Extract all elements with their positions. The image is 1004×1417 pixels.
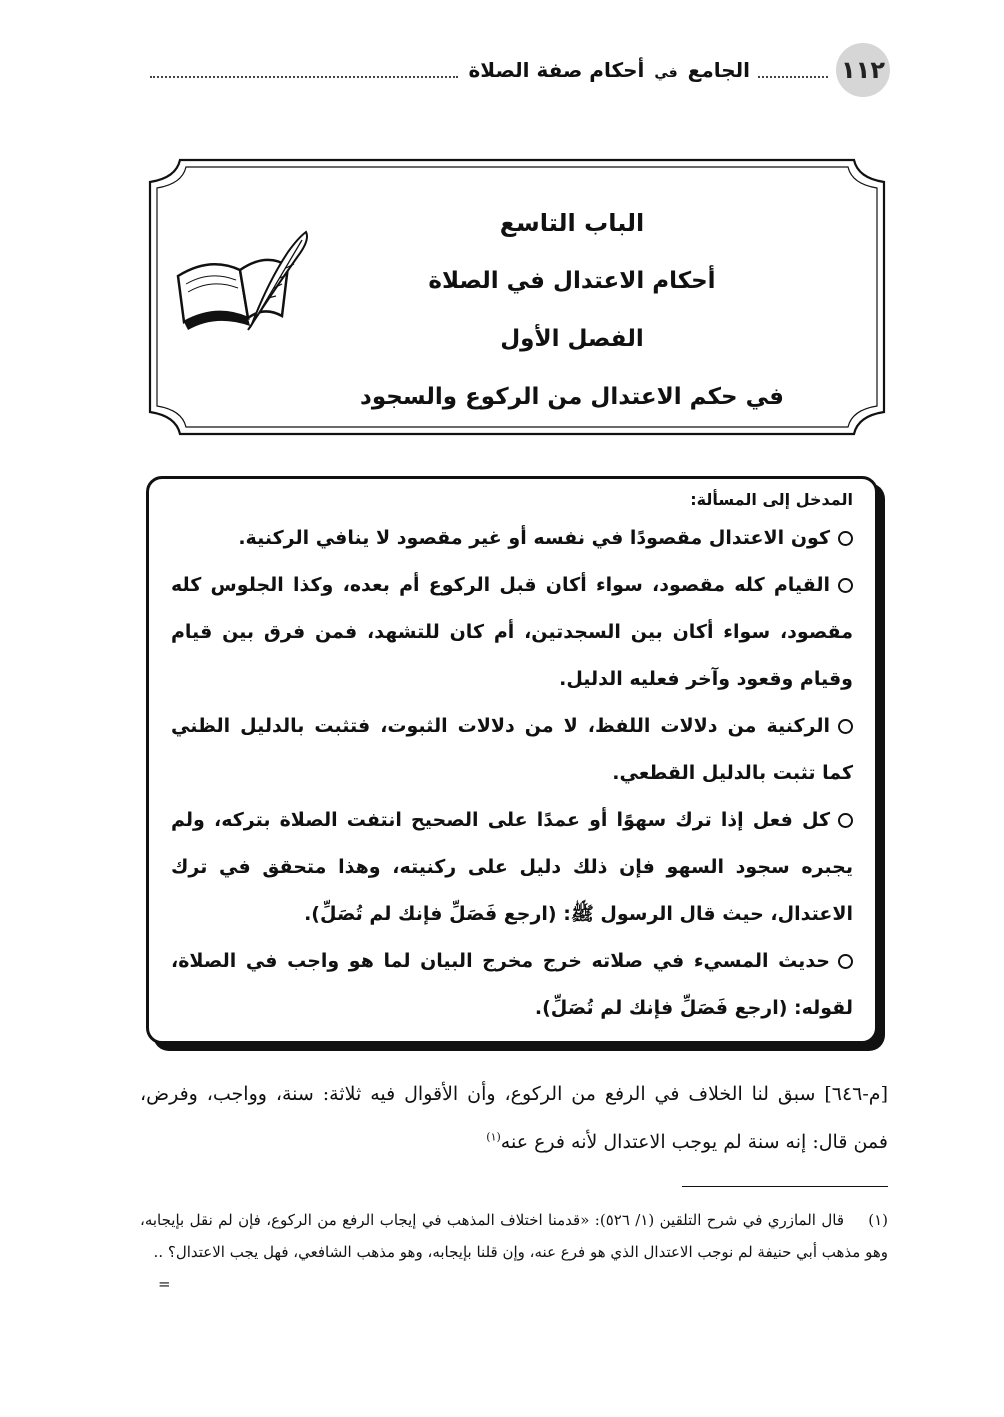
chapter-heading [276,194,868,426]
body-paragraph [140,1070,888,1166]
premises-box [146,476,878,1044]
section-label: الفصل الأول [500,326,644,352]
footnote-divider [682,1186,888,1187]
premise-item [171,515,853,562]
premise-item [171,797,853,938]
footnote-reference[interactable]: (١) [486,1130,501,1144]
section-subtitle: في حكم الاعتدال من الركوع والسجود [360,384,784,410]
running-header [140,42,890,98]
body-text: سبق لنا الخلاف في الرفع من الركوع، وأن الأقوال فيه ثلاثة: سنة، وواجب، وفرض، فمن قال: إنه سنة لم يوجب الاعتدال لأنه فرع عنه [140,1083,888,1153]
header-dots-right [758,62,828,78]
premise-item [171,703,853,797]
page-number: ١١٢ [836,43,890,97]
premises-heading: المدخل إلى المسألة: [690,490,853,509]
premise-text: حديث المسيء في صلاته خرج مخرج البيان لما هو واجب في الصلاة، لقوله: (ارجع فَصَلِّ فإنك لم تُصَلِّ). [171,950,853,1019]
circle-bullet-icon [838,813,853,828]
book-title-part2: أحكام صفة الصلاة [468,58,645,82]
circle-bullet-icon [838,578,853,593]
premise-item [171,562,853,703]
header-dots-left [150,62,458,78]
book-title [468,58,750,82]
premise-text: الركنية من دلالات اللفظ، لا من دلالات الثبوت، فتثبت بالدليل الظني كما تثبت بالدليل القطعي. [171,715,853,784]
footnote-number: (١) [868,1211,889,1229]
issue-reference: [م-٦٤٦] [824,1083,888,1105]
premise-text: كل فعل إذا ترك سهوًا أو عمدًا على الصحيح انتفت الصلاة بتركه، ولم يجبره سجود السهو فإن ذلك دليل على ركنيته، وهذا متحقق في ترك الاعتدال، حيث قال الرسول ﷺ: (ارجع فَصَلِّ فإنك لم تُصَلِّ). [171,809,853,925]
chapter-frame [146,156,888,438]
chapter-title: أحكام الاعتدال في الصلاة [428,268,716,294]
premise-text: القيام كله مقصود، سواء أكان قبل الركوع أم بعده، وكذا الجلوس كله مقصود، سواء أكان بين السجدتين، أم كان للتشهد، فمن فرق بين قيام وقيام وقعود وآخر فعليه الدليل. [171,574,853,690]
premise-item [171,938,853,1032]
circle-bullet-icon [838,531,853,546]
footnote-text: قال المازري في شرح التلقين (١/ ٥٢٦): «قدمنا اختلاف المذهب في إيجاب الرفع من الركوع، فإن لم نقل بإيجابه، وهو مذهب أبي حنيفة لم نوجب الاعتدال الذي هو فرع عنه، وإن قلنا بإيجابه، وهو مذهب الشافعي، فهل يجب الاعتدال؟ .. [140,1211,888,1261]
circle-bullet-icon [838,954,853,969]
book-title-part1: الجامع [687,58,750,82]
circle-bullet-icon [838,719,853,734]
book-title-small: في [654,65,678,81]
footnote [140,1204,888,1300]
chapter-label: الباب التاسع [499,209,645,237]
premise-text: كون الاعتدال مقصودًا في نفسه أو غير مقصود لا ينافي الركنية. [238,527,830,549]
continuation-marker: = [158,1275,171,1293]
